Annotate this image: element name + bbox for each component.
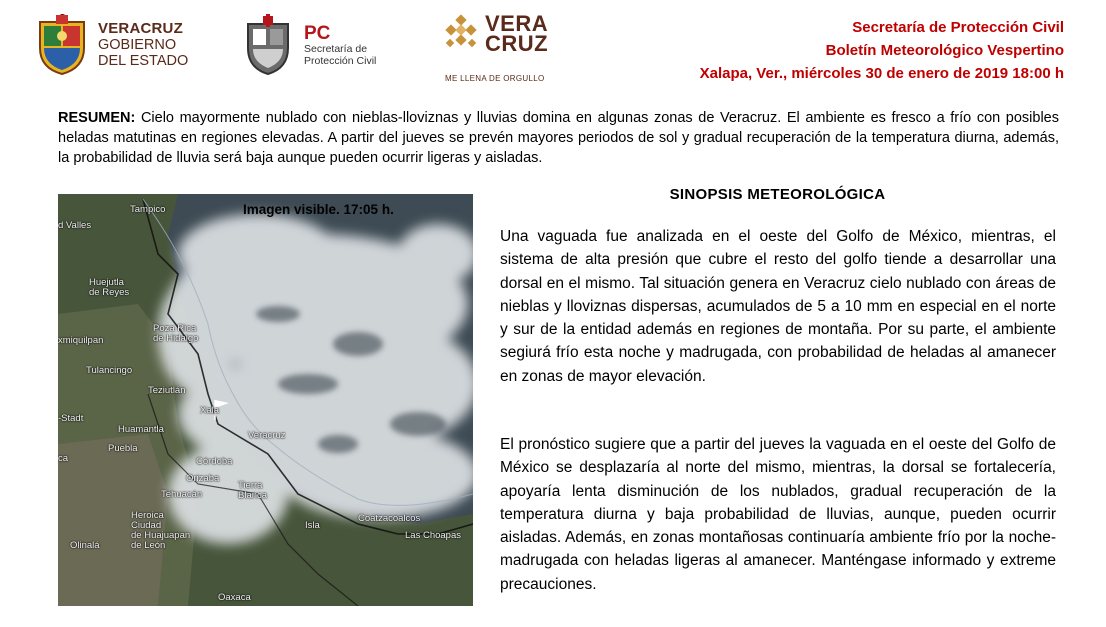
place-isla: Isla: [305, 520, 320, 531]
place-huamantla: Huamantla: [118, 424, 164, 435]
place-veracruz: Veracruz: [248, 430, 286, 441]
veracruz-pattern-icon: [443, 14, 479, 54]
place-cordoba: Córdoba: [196, 456, 233, 467]
bulletin-date: Xalapa, Ver., miércoles 30 de enero de 2019 18:00 h: [699, 65, 1064, 82]
bulletin-header: [700, 16, 1064, 85]
veracruz-brand-logo: [443, 11, 549, 56]
place-tampico: Tampico: [130, 204, 166, 215]
place-ixmiquilpan: xmiquilpan: [58, 335, 104, 346]
logo-veracruz-line3: DEL ESTADO: [98, 53, 189, 69]
place-puebla: Puebla: [108, 443, 138, 454]
summary-paragraph: [58, 108, 1059, 168]
logo-veracruz-line1: VERACRUZ: [98, 20, 183, 37]
logo-pc-title: PC: [304, 22, 331, 44]
summary-text: Cielo mayormente nublado con nieblas-lloviznas y lluvias domina en algunas zonas de Veracruz. El ambiente es fresco a frío con posibles heladas matutinas en regiones elevadas. A partir del jueves se prevén mayores periodos de sol y gradual recuperación de la temperatura diurna, además, la probabilidad de lluvia será baja aunque pueden ocurrir ligeras y aisladas.: [58, 110, 1059, 166]
place-olinala: Olinalá: [70, 540, 100, 551]
satellite-image: [58, 194, 473, 606]
logo-brand-line1: VERA: [485, 11, 549, 36]
satellite-caption: Imagen visible. 17:05 h.: [243, 202, 394, 217]
logo-veracruz-line2: GOBIERNO: [98, 37, 177, 53]
place-poza-rica: Poza Rica de Hidalgo: [153, 323, 199, 344]
place-valles: d Valles: [58, 220, 92, 231]
satellite-map-graphic: [58, 194, 473, 606]
place-tulancingo: Tulancingo: [86, 365, 133, 376]
place-tehuacan: Tehuacán: [161, 489, 203, 500]
synopsis-title: SINOPSIS METEOROLÓGICA: [669, 186, 886, 203]
logo-pc-line2: Protección Civil: [304, 54, 377, 67]
proteccion-civil-logo: [240, 14, 376, 76]
logo-pc-line1: Secretaría de: [304, 42, 368, 55]
place-las-choapas: Las Choapas: [405, 530, 461, 541]
place-orizaba: Orizaba: [186, 473, 220, 484]
veracruz-coat-of-arms-icon: [34, 14, 90, 76]
logo-brand-line2: CRUZ: [485, 31, 549, 56]
place-ca: ca: [58, 453, 69, 464]
agency-name: Secretaría de Protección Civil: [852, 19, 1064, 36]
synopsis-paragraph-1: Una vaguada fue analizada en el oeste del Golfo de México, mientras, el sistema de alta presión que cubre el resto del golfo tiende a desarrollar una dorsal en el mismo. Tal situación genera en Veracruz cielo nublado con áreas de nieblas y lloviznas dispersas, acumulados de 5 a 10 mm en especial en el norte y sur de la entidad además en regiones de montaña. Por su parte, el ambiente segiurá frío esta noche y madrugada, con probabilidad de heladas al amanecer en zonas de mayor elevación.: [500, 228, 1056, 385]
synopsis-paragraph-2: El pronóstico sugiere que a partir del jueves la vaguada en el oeste del Golfo de México se desplazaría al norte del mismo, mientras, la dorsal se fortalecería, apoyaría lenta disminución de los nublados, gradual recuperación de la temperatura diurna y baja probabilidad de lluvias, aunque, pueden ocurrir aisladas. Además, en zonas montañosas continuaría ambiente frío por la noche-madrugada con heladas ligeras al amanecer. Manténgase informado y extreme precauciones.: [500, 436, 1056, 593]
place-huejutla: Huejutla de Reyes: [89, 277, 130, 298]
veracruz-government-logo: [34, 14, 188, 76]
place-oaxaca: Oaxaca: [218, 592, 251, 603]
summary-label: RESUMEN:: [58, 110, 136, 126]
place-stadt: -Stadt: [58, 413, 84, 424]
proteccion-civil-shield-icon: [240, 14, 296, 76]
place-xalapa: Xala: [200, 405, 220, 416]
logo-brand-tagline: ME LLENA DE ORGULLO: [445, 74, 545, 83]
place-heroica-huajuapan: Heroica Ciudad de Huajuapan de León: [131, 510, 191, 551]
place-coatzacoalcos: Coatzacoalcos: [358, 513, 421, 524]
place-teziutlan: Teziutlán: [148, 385, 186, 396]
bulletin-title: Boletín Meteorológico Vespertino: [825, 42, 1064, 59]
place-tierra-blanca: Tierra Blanca: [238, 480, 268, 501]
